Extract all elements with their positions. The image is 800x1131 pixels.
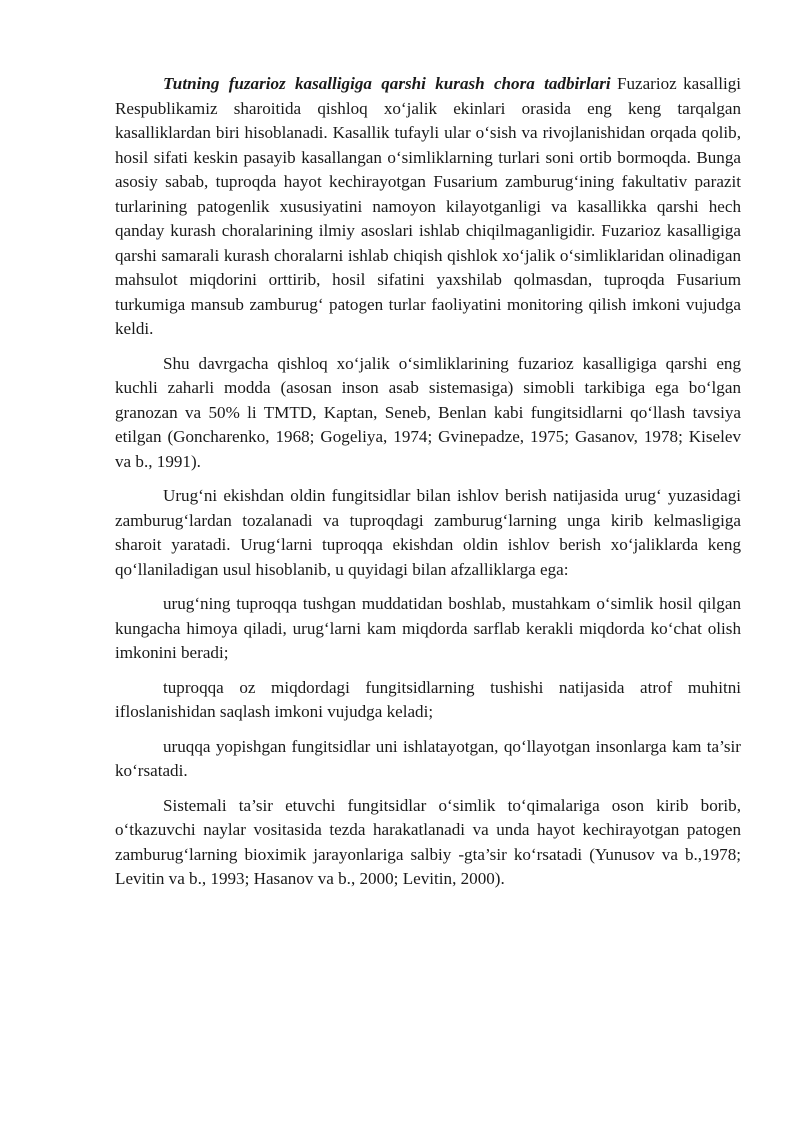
paragraph-advantage-protection: urug‘ning tuproqqa tushgan muddatidan boshlab, mustahkam o‘simlik hosil qilgan kungacha himoya qiladi, urug‘larni kam miqdorda sarflab kerakli miqdorda ko‘chat olish imkonini beradi; bbox=[115, 594, 741, 662]
paragraph-advantage-environment: tuproqqa oz miqdordagi fungitsidlarning tushishi natijasida atrof muhitni ifloslanishidan saqlash imkoni vujudga keladi; bbox=[115, 677, 741, 721]
document-page bbox=[115, 72, 741, 902]
paragraph-seed-treatment: Urug‘ni ekishdan oldin fungitsidlar bilan ishlov berish natijasida urug‘ yuzasidagi zamburug‘lardan tozalanadi va tuproqdagi zamburug‘larning unga kirib kelmasligiga sharoit yaratadi. Urug‘larni tuproqqa ekishdan oldin ishlov berish xo‘jaliklarda keng qo‘llaniladigan usul hisoblanib, u quyidagi bilan afzalliklarga ega: bbox=[115, 486, 741, 579]
intro-text: Fuzarioz kasalligi Respublikamiz sharoitida qishloq xo‘jalik ekinlari orasida eng keng tarqalgan kasalliklardan biri hisoblanadi. Kasallik tufayli ular o‘sish va rivojlanishidan orqada qolib, hosil sifati keskin pasayib kasallangan o‘simliklarning turlari soni ortib bormoqda. Bunga asosiy sabab, tuproqda hayot kechirayotgan Fusarium zamburug‘ining fakultativ parazit turlarining patogenlik xususiyatini namoyon kilayotganligi va kasallikka qarshi hech qanday kurash choralarining ilmiy asoslari ishlab chiqilmaganligidir. Fuzarioz kasalligiga qarshi samarali kurash choralarni ishlab chiqish qishlok xo‘jalik o‘simliklaridan olinadigan mahsulot miqdorini orttirib, hosil sifatini yaxshilab qolmasdan, tuproqda Fusarium turkumiga mansub zamburug‘ patogen turlar faoliyatini monitoring qilish imkoni vujudga keldi. bbox=[115, 74, 741, 338]
paragraph-fungicides-history: Shu davrgacha qishloq xo‘jalik o‘simliklarining fuzarioz kasalligiga qarshi eng kuchli zaharli modda (asosan inson asab sistemasiga) simobli tarkibiga ega bo‘lgan granozan va 50% li TMTD, Kaptan, Seneb, Benlan kabi fungitsidlarni qo‘llash tavsiya etilgan (Goncharenko, 1968; Gogeliya, 1974; Gvinepadze, 1975; Gasanov, 1978; Kiselev va b., 1991). bbox=[115, 353, 741, 471]
intro-paragraph bbox=[115, 72, 741, 342]
paragraph-systemic-fungicides: Sistemali ta’sir etuvchi fungitsidlar o‘simlik to‘qimalariga oson kirib borib, o‘tkazuvchi naylar vositasida tezda harakatlanadi va unda hayot kechirayotgan patogen zamburug‘larning bioximik jarayonlariga salbiy -gta’sir ko‘rsatadi (Yunusov va b.,1978; Levitin va b., 1993; Hasanov va b., 2000; Levitin, 2000). bbox=[115, 795, 741, 888]
paragraph-advantage-safety: uruqqa yopishgan fungitsidlar uni ishlatayotgan, qo‘llayotgan insonlarga kam ta’sir ko‘rsatadi. bbox=[115, 736, 741, 780]
section-heading: Tutning fuzarioz kasalligiga qarshi kurash chora tadbirlari bbox=[163, 74, 611, 93]
